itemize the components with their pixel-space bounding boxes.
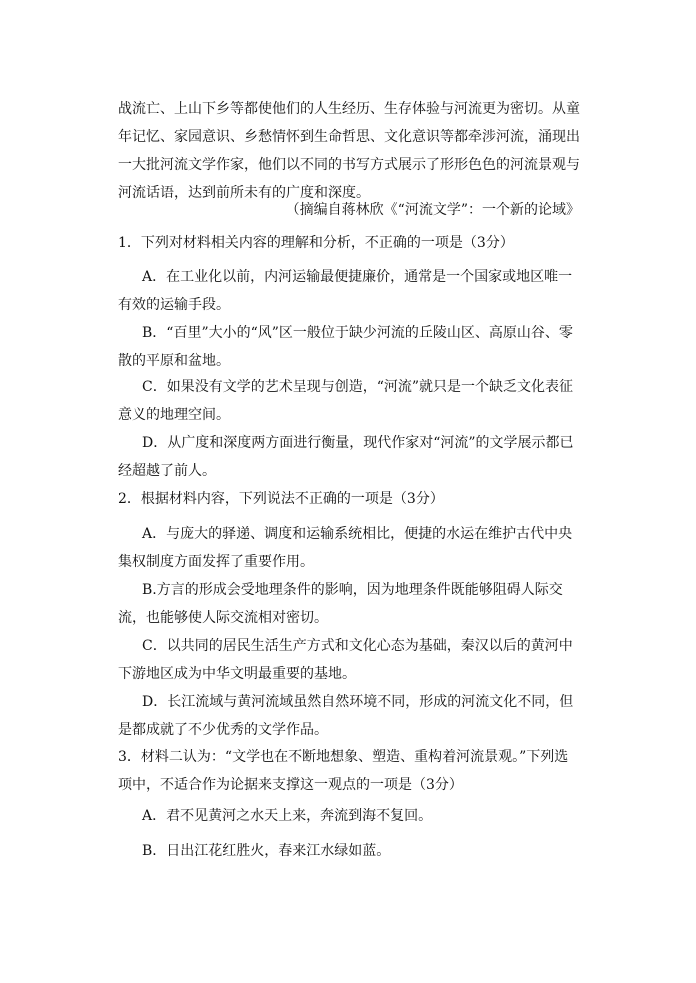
question-2-option-c: C．以共同的居民生活生产方式和文化心态为基础，秦汉以后的黄河中下游地区成为中华文明最重要的基地。 <box>118 638 573 682</box>
question-2-option-b: B.方言的形成会受地理条件的影响，因为地理条件既能够阻碍人际交流，也能够使人际交流相对密切。 <box>118 582 563 626</box>
passage-paragraph: 战流亡、上山下乡等都使他们的人生经历、生存体验与河流更为密切。从童年记忆、家园意识、乡愁情怀到生命哲思、文化意识等都牵涉河流，涌现出一大批河流文学作家，他们以不同的书写方式展示了形形色色的河流景观与河流话语，达到前所未有的广度和深度。 <box>118 101 580 201</box>
question-2-option-d: D．长江流域与黄河流域虽然自然环境不同，形成的河流文化不同，但是都成就了不少优秀的文学作品。 <box>118 694 574 738</box>
question-1-option-b: B．“百里”大小的“风”区一般位于缺少河流的丘陵山区、高原山谷、零散的平原和盆地。 <box>118 325 573 369</box>
question-2-stem: 2．根据材料内容，下列说法不正确的一项是（3分） <box>118 491 444 507</box>
question-1-option-c: C．如果没有文学的艺术呈现与创造，“河流”就只是一个缺乏文化表征意义的地理空间。 <box>118 379 574 423</box>
question-3-option-a: A．君不见黄河之水天上来，奔流到海不复回。 <box>142 808 433 824</box>
question-1-stem: 1．下列对材料相关内容的理解和分析，不正确的一项是（3分） <box>118 235 514 251</box>
question-3-stem: 3．材料二认为：“文学也在不断地想象、塑造、重构着河流景观。”下列选项中，不适合作为论据来支撑这一观点的一项是（3分） <box>118 749 569 793</box>
passage-source: （摘编自蒋林欣《“河流文学”：一个新的论域》 <box>285 202 580 218</box>
question-1-option-d: D．从广度和深度两方面进行衡量，现代作家对“河流”的文学展示都已经超越了前人。 <box>118 435 574 479</box>
question-2-option-a: A．与庞大的驿递、调度和运输系统相比，便捷的水运在维护古代中央集权制度方面发挥了重要作用。 <box>118 526 573 570</box>
question-3-option-b: B．日出江花红胜火，春来江水绿如蓝。 <box>142 843 391 859</box>
question-1-option-a: A．在工业化以前，内河运输最便捷廉价，通常是一个国家或地区唯一有效的运输手段。 <box>118 269 573 313</box>
